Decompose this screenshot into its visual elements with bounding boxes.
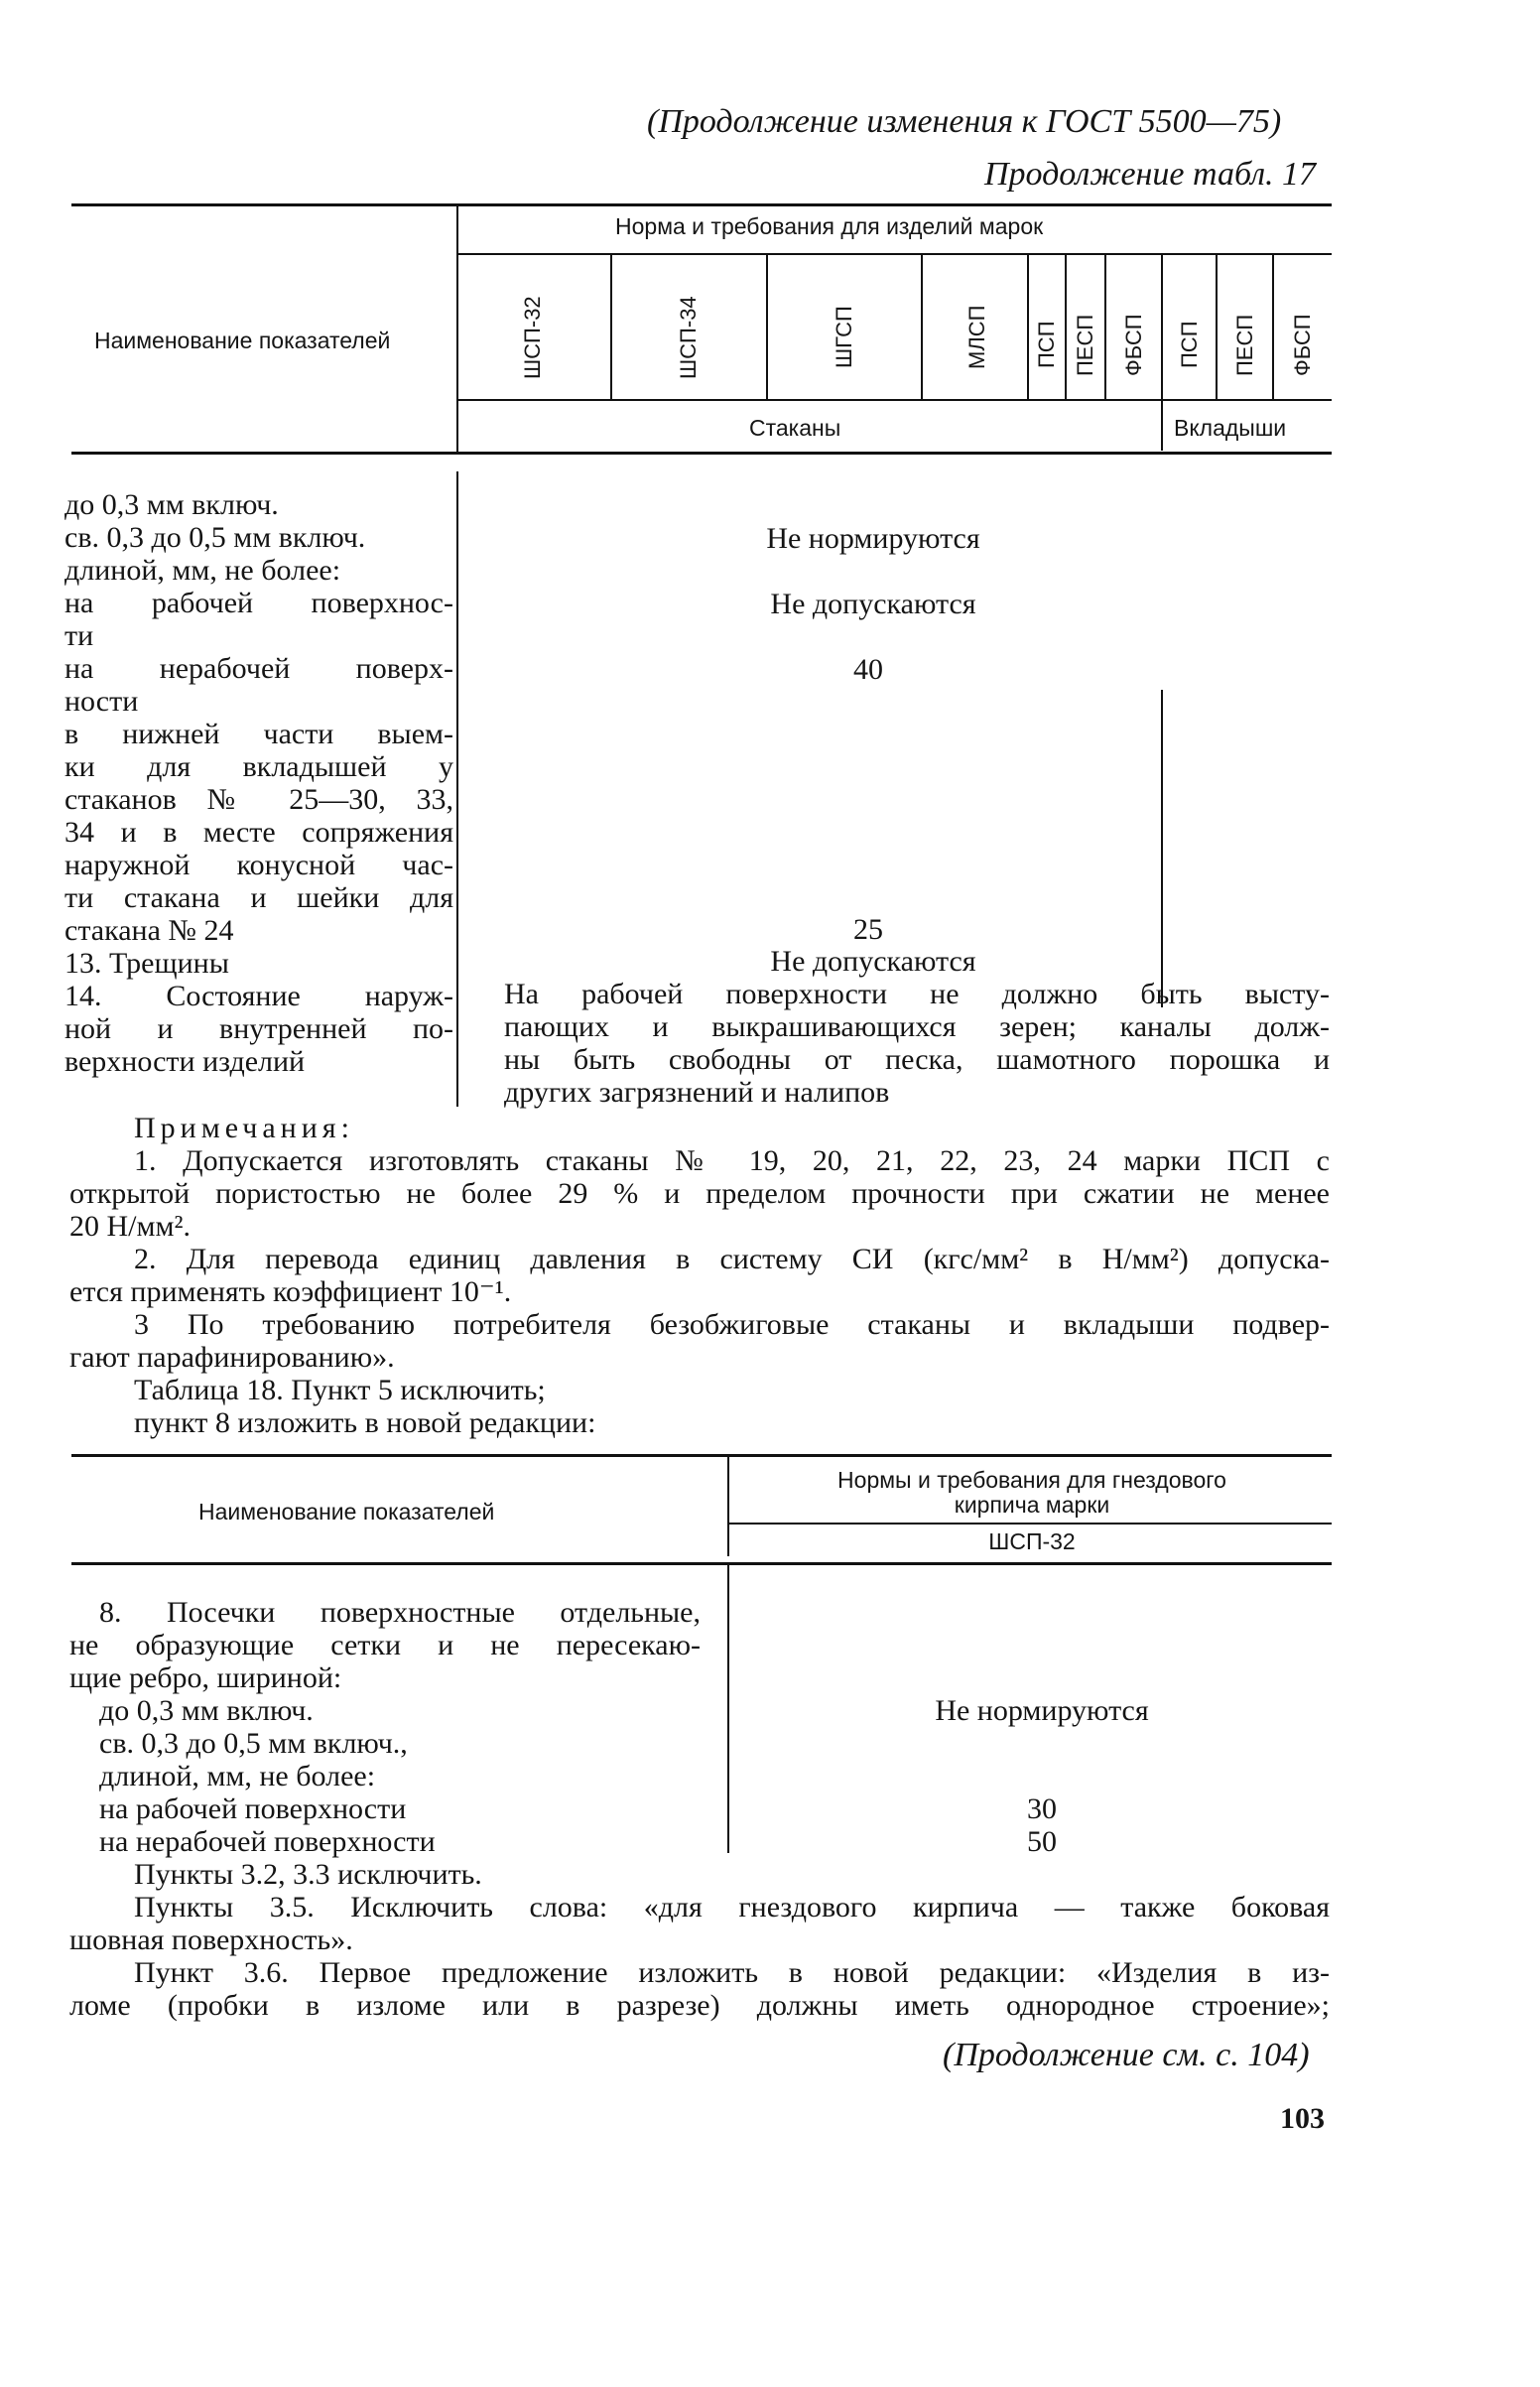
table18-norm-header-1: Нормы и требования для гнездового [837, 1467, 1226, 1493]
table17-body-divider [456, 471, 458, 1107]
table17-norm-rule [458, 253, 1332, 255]
mark-separator [1161, 255, 1163, 399]
mark-label: ПСП [1177, 321, 1202, 369]
mark-separator [1027, 255, 1029, 399]
continuation-header: (Продолжение изменения к ГОСТ 5500—75) [647, 103, 1282, 140]
mark-label: ПСП [1034, 321, 1059, 369]
mark-separator [1065, 255, 1067, 399]
table17-name-divider [456, 205, 458, 452]
value-not-normed: Не нормируются [766, 522, 980, 555]
page-number: 103 [1280, 2102, 1325, 2135]
table17-left-column: до 0,3 мм включ. св. 0,3 до 0,5 мм включ. длиной, мм, не более: на рабочей поверхнос- ти на нерабочей поверх- ности в нижней части выем- ки для вкладышей у стаканов № 25—30, 33, 34 и в месте сопряжения наружной конусной час- ти стакана и шейки для стакана № 24 13. Трещины 14. Состояние наруж- ной и внутренней по- верхности изделий [64, 488, 453, 1078]
table18-left-column: 8. Посечки поверхностные отдельные, не образующие сетки и не пересекаю- щие ребро, шириной: до 0,3 мм включ. св. 0,3 до 0,5 мм включ., длиной, мм, не более: на рабочей поверхности на нерабочей поверхности [69, 1596, 701, 1858]
mark-separator [1216, 255, 1218, 399]
group-separator [1161, 401, 1163, 451]
mark-separator [766, 255, 768, 399]
notes-title: Примечания: [134, 1112, 354, 1144]
table18-norm-rule [729, 1523, 1332, 1525]
mark-label: ШГСП [832, 306, 856, 369]
table17-top-rule [71, 203, 1332, 206]
table17-norm-header: Норма и требования для изделий марок [615, 213, 1044, 239]
table17-inserts-divider [1161, 690, 1163, 1007]
mark-separator [921, 255, 923, 399]
mark-label: ШСП-32 [520, 296, 545, 379]
mark-label: ФБСП [1290, 314, 1315, 376]
table18-name-divider [727, 1457, 729, 1556]
mark-label: ШСП-34 [676, 296, 701, 379]
group-inserts-label: Вкладыши [1174, 415, 1287, 441]
table18-norm-header-2: кирпича марки [954, 1492, 1110, 1518]
table17-header-bottom-rule [71, 452, 1332, 455]
table18-value-working: 30 [1027, 1792, 1057, 1825]
value-not-allowed: Не допускаются [770, 588, 976, 620]
notes-block: 1. Допускается изготовлять стаканы № 19, 20, 21, 22, 23, 24 марки ПСП с открытой пористостью не более 29 % и пределом прочности при сжатии не менее 20 Н/мм². 2. Для перевода единиц давления в систему СИ (кгс/мм² в Н/мм²) допуска- ется применять коэффициент 10⁻¹. 3 По требованию потребителя безобжиговые стаканы и вкладыши подвер- гают парафинированию». Таблица 18. Пункт 5 исключить; пункт 8 изложить в новой редакции: [69, 1144, 1330, 1439]
table18-value-non-working: 50 [1027, 1825, 1057, 1858]
value-cracks-not-allowed: Не допускаются [770, 945, 976, 978]
table18-top-rule [71, 1454, 1332, 1457]
table18-col-name-header: Наименование показателей [198, 1499, 495, 1525]
table18-header-bottom-rule [71, 1562, 1332, 1565]
mark-separator [1272, 255, 1274, 399]
table-continuation-label: Продолжение табл. 17 [984, 156, 1317, 193]
group-cups-label: Стаканы [749, 415, 841, 441]
table18-body-divider [727, 1565, 729, 1853]
table18-value-not-normed: Не нормируются [935, 1694, 1149, 1727]
value-twenty-five: 25 [853, 913, 883, 946]
table17-col-name-header: Наименование показателей [94, 328, 391, 353]
mark-separator [610, 255, 612, 399]
footer-continuation: (Продолжение см. с. 104) [943, 2037, 1310, 2073]
mark-separator [1104, 255, 1106, 399]
body-text: Пункты 3.2, 3.3 исключить. Пункты 3.5. Исключить слова: «для гнездового кирпича — также боковая шовная поверхность». Пункт 3.6. Первое предложение изложить в новой редакции: «Изделия в из- ломе (пробки в изломе или в разрезе) должны иметь однородное строение»; [69, 1858, 1330, 2022]
value-forty: 40 [853, 653, 883, 686]
table17-marks-rule [458, 399, 1332, 401]
mark-label: МЛСП [964, 305, 989, 370]
table18-mark: ШСП-32 [988, 1528, 1076, 1554]
mark-label: ПЕСП [1073, 314, 1097, 376]
mark-label: ПЕСП [1232, 314, 1257, 376]
mark-label: ФБСП [1121, 314, 1146, 376]
surface-requirements: На рабочей поверхности не должно быть высту- пающих и выкрашивающихся зерен; каналы долж- ны быть свободны от песка, шамотного порошка и других загрязнений и налипов [504, 978, 1330, 1109]
